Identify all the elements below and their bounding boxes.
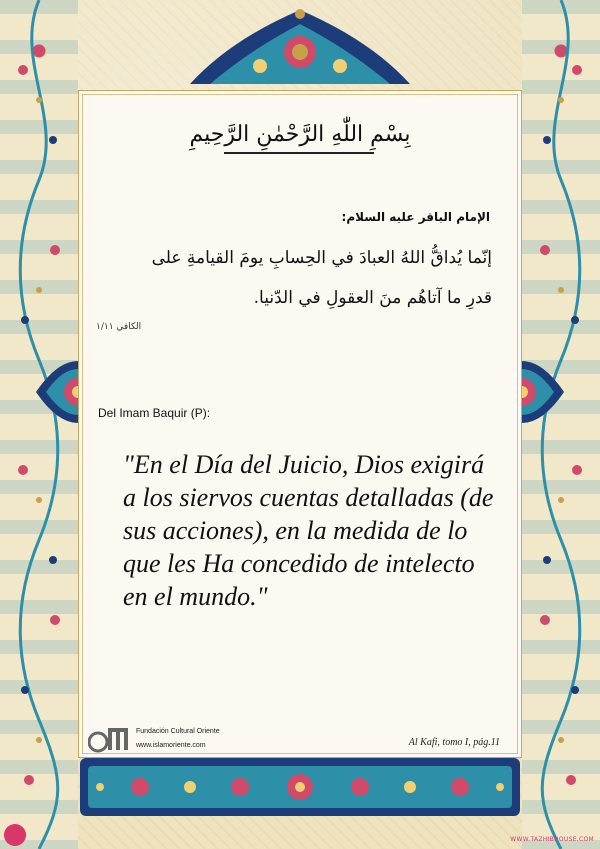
top-floral-ornament-icon xyxy=(190,0,410,84)
watermark-url: WWW.TAZHIBHOUSE.COM xyxy=(510,836,594,843)
publisher-logo-icon xyxy=(88,724,132,754)
arabic-hadith-text: إنّما يُداقُّ اللهُ العبادَ في الحِسابِ يومَ القيامةِ على قدرِ ما آتاهُم منَ العقولِ في الدّنيا. xyxy=(151,248,492,308)
bismillah-underline xyxy=(224,152,374,154)
attribution-label: Del Imam Baquir (P): xyxy=(98,406,211,420)
source-citation: Al Kafi, tomo I, pág.11 xyxy=(408,737,500,748)
spanish-quote: "En el Día del Juicio, Dios exigirá a los siervos cuentas detalladas (de sus acciones), en la medida de lo que les Ha concedido de intelecto en el mundo." xyxy=(123,450,494,611)
corner-badge-icon xyxy=(4,824,26,846)
publisher-name: Fundación Cultural Oriente xyxy=(136,728,220,735)
arabic-reference: الكافي ١/١١ xyxy=(96,322,142,332)
publisher-logo xyxy=(78,724,248,758)
arabic-heading: الإمام الباقر عليه السلام: xyxy=(341,210,490,224)
bottom-floral-ornament-icon xyxy=(80,752,520,822)
text-panel xyxy=(78,90,522,758)
publisher-url[interactable]: www.islamoriente.com xyxy=(136,742,206,749)
bismillah-calligraphy: بِسْمِ اللّٰهِ الرَّحْمٰنِ الرَّحِيمِ xyxy=(189,122,411,147)
